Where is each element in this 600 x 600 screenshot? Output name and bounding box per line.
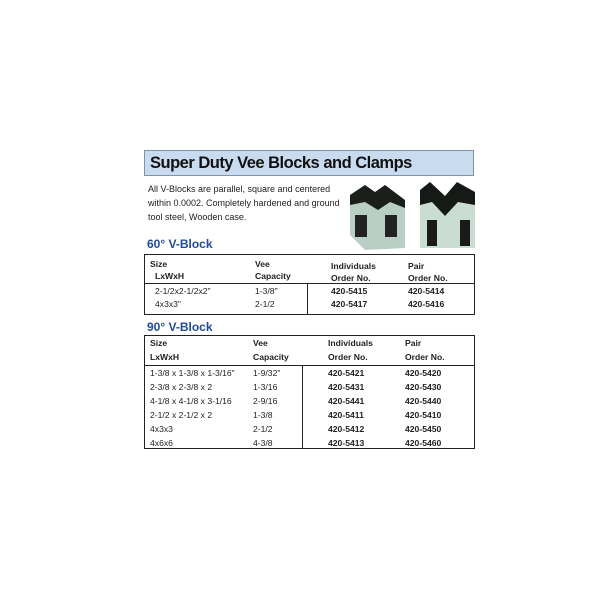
- size-cell: 4x6x6: [150, 438, 173, 448]
- table-header-row2: [145, 352, 474, 365]
- header-order-no: Order No.: [331, 273, 371, 283]
- header-pair: Pair: [405, 338, 422, 348]
- pair-order-no-cell: 420-5430: [405, 382, 442, 392]
- header-order-no: Order No.: [328, 352, 368, 362]
- size-cell: 1-3/8 x 1-3/8 x 1-3/16": [150, 368, 235, 378]
- vee-capacity-cell: 2-1/2: [255, 299, 275, 309]
- table-row: [145, 368, 474, 381]
- pair-order-no-cell: 420-5420: [405, 368, 442, 378]
- table-row: [145, 286, 474, 299]
- header-lxwxh: LxWxH: [150, 352, 180, 362]
- size-cell: 2-3/8 x 2-3/8 x 2: [150, 382, 213, 392]
- table-row: [145, 382, 474, 395]
- table-row: [145, 438, 474, 451]
- header-individuals: Individuals: [328, 338, 373, 348]
- pair-order-no-cell: 420-5410: [405, 410, 442, 420]
- pair-order-no-cell: 420-5414: [408, 286, 445, 296]
- size-cell: 2-1/2x2-1/2x2": [155, 286, 211, 296]
- header-size: Size: [150, 259, 168, 269]
- vee-block-product-image: [345, 180, 477, 250]
- vee-capacity-cell: 1-9/32": [253, 368, 281, 378]
- pair-order-no-cell: 420-5450: [405, 424, 442, 434]
- individual-order-no-cell: 420-5413: [328, 438, 365, 448]
- divider: [145, 283, 474, 284]
- page-title: Super Duty Vee Blocks and Clamps: [150, 154, 412, 172]
- table-row: [145, 424, 474, 437]
- size-cell: 4x3x3: [150, 424, 173, 434]
- section-title-60: 60° V-Block: [147, 237, 213, 251]
- header-vee: Vee: [253, 338, 268, 348]
- header-size: Size: [150, 338, 168, 348]
- vee-capacity-cell: 4-3/8: [253, 438, 273, 448]
- table-row: [145, 410, 474, 423]
- vee-capacity-cell: 2-1/2: [253, 424, 273, 434]
- table-row: [145, 299, 474, 312]
- title-bar: [144, 150, 474, 176]
- divider: [145, 365, 474, 366]
- header-pair: Pair: [408, 261, 425, 271]
- vee-capacity-cell: 2-9/16: [253, 396, 278, 406]
- header-pair-order-no: Order No.: [405, 352, 445, 362]
- pair-order-no-cell: 420-5416: [408, 299, 445, 309]
- header-vee: Vee: [255, 259, 270, 269]
- table-row: [145, 396, 474, 409]
- header-capacity: Capacity: [255, 271, 291, 281]
- table-header-row1: [145, 338, 474, 351]
- header-capacity: Capacity: [253, 352, 289, 362]
- pair-order-no-cell: 420-5440: [405, 396, 442, 406]
- individual-order-no-cell: 420-5412: [328, 424, 365, 434]
- pair-order-no-cell: 420-5460: [405, 438, 442, 448]
- vee-capacity-cell: 1-3/8: [253, 410, 273, 420]
- individual-order-no-cell: 420-5431: [328, 382, 365, 392]
- description: All V-Blocks are parallel, square and centered within 0.0002. Completely hardened and ground tool steel, Wooden case.: [148, 184, 340, 222]
- header-individuals: Individuals: [331, 261, 376, 271]
- individual-order-no-cell: 420-5417: [331, 299, 368, 309]
- vee-capacity-cell: 1-3/16: [253, 382, 278, 392]
- section-title-90: 90° V-Block: [147, 320, 213, 334]
- individual-order-no-cell: 420-5421: [328, 368, 365, 378]
- header-pair-order-no: Order No.: [408, 273, 448, 283]
- size-cell: 4-1/8 x 4-1/8 x 3-1/16: [150, 396, 232, 406]
- header-lxwxh: LxWxH: [155, 271, 185, 281]
- individual-order-no-cell: 420-5411: [328, 410, 364, 420]
- size-cell: 2-1/2 x 2-1/2 x 2: [150, 410, 213, 420]
- individual-order-no-cell: 420-5415: [331, 286, 368, 296]
- size-cell: 4x3x3": [155, 299, 181, 309]
- vee-capacity-cell: 1-3/8": [255, 286, 278, 296]
- table-90-vblock: [144, 335, 475, 449]
- table-60-vblock: [144, 254, 475, 315]
- individual-order-no-cell: 420-5441: [328, 396, 365, 406]
